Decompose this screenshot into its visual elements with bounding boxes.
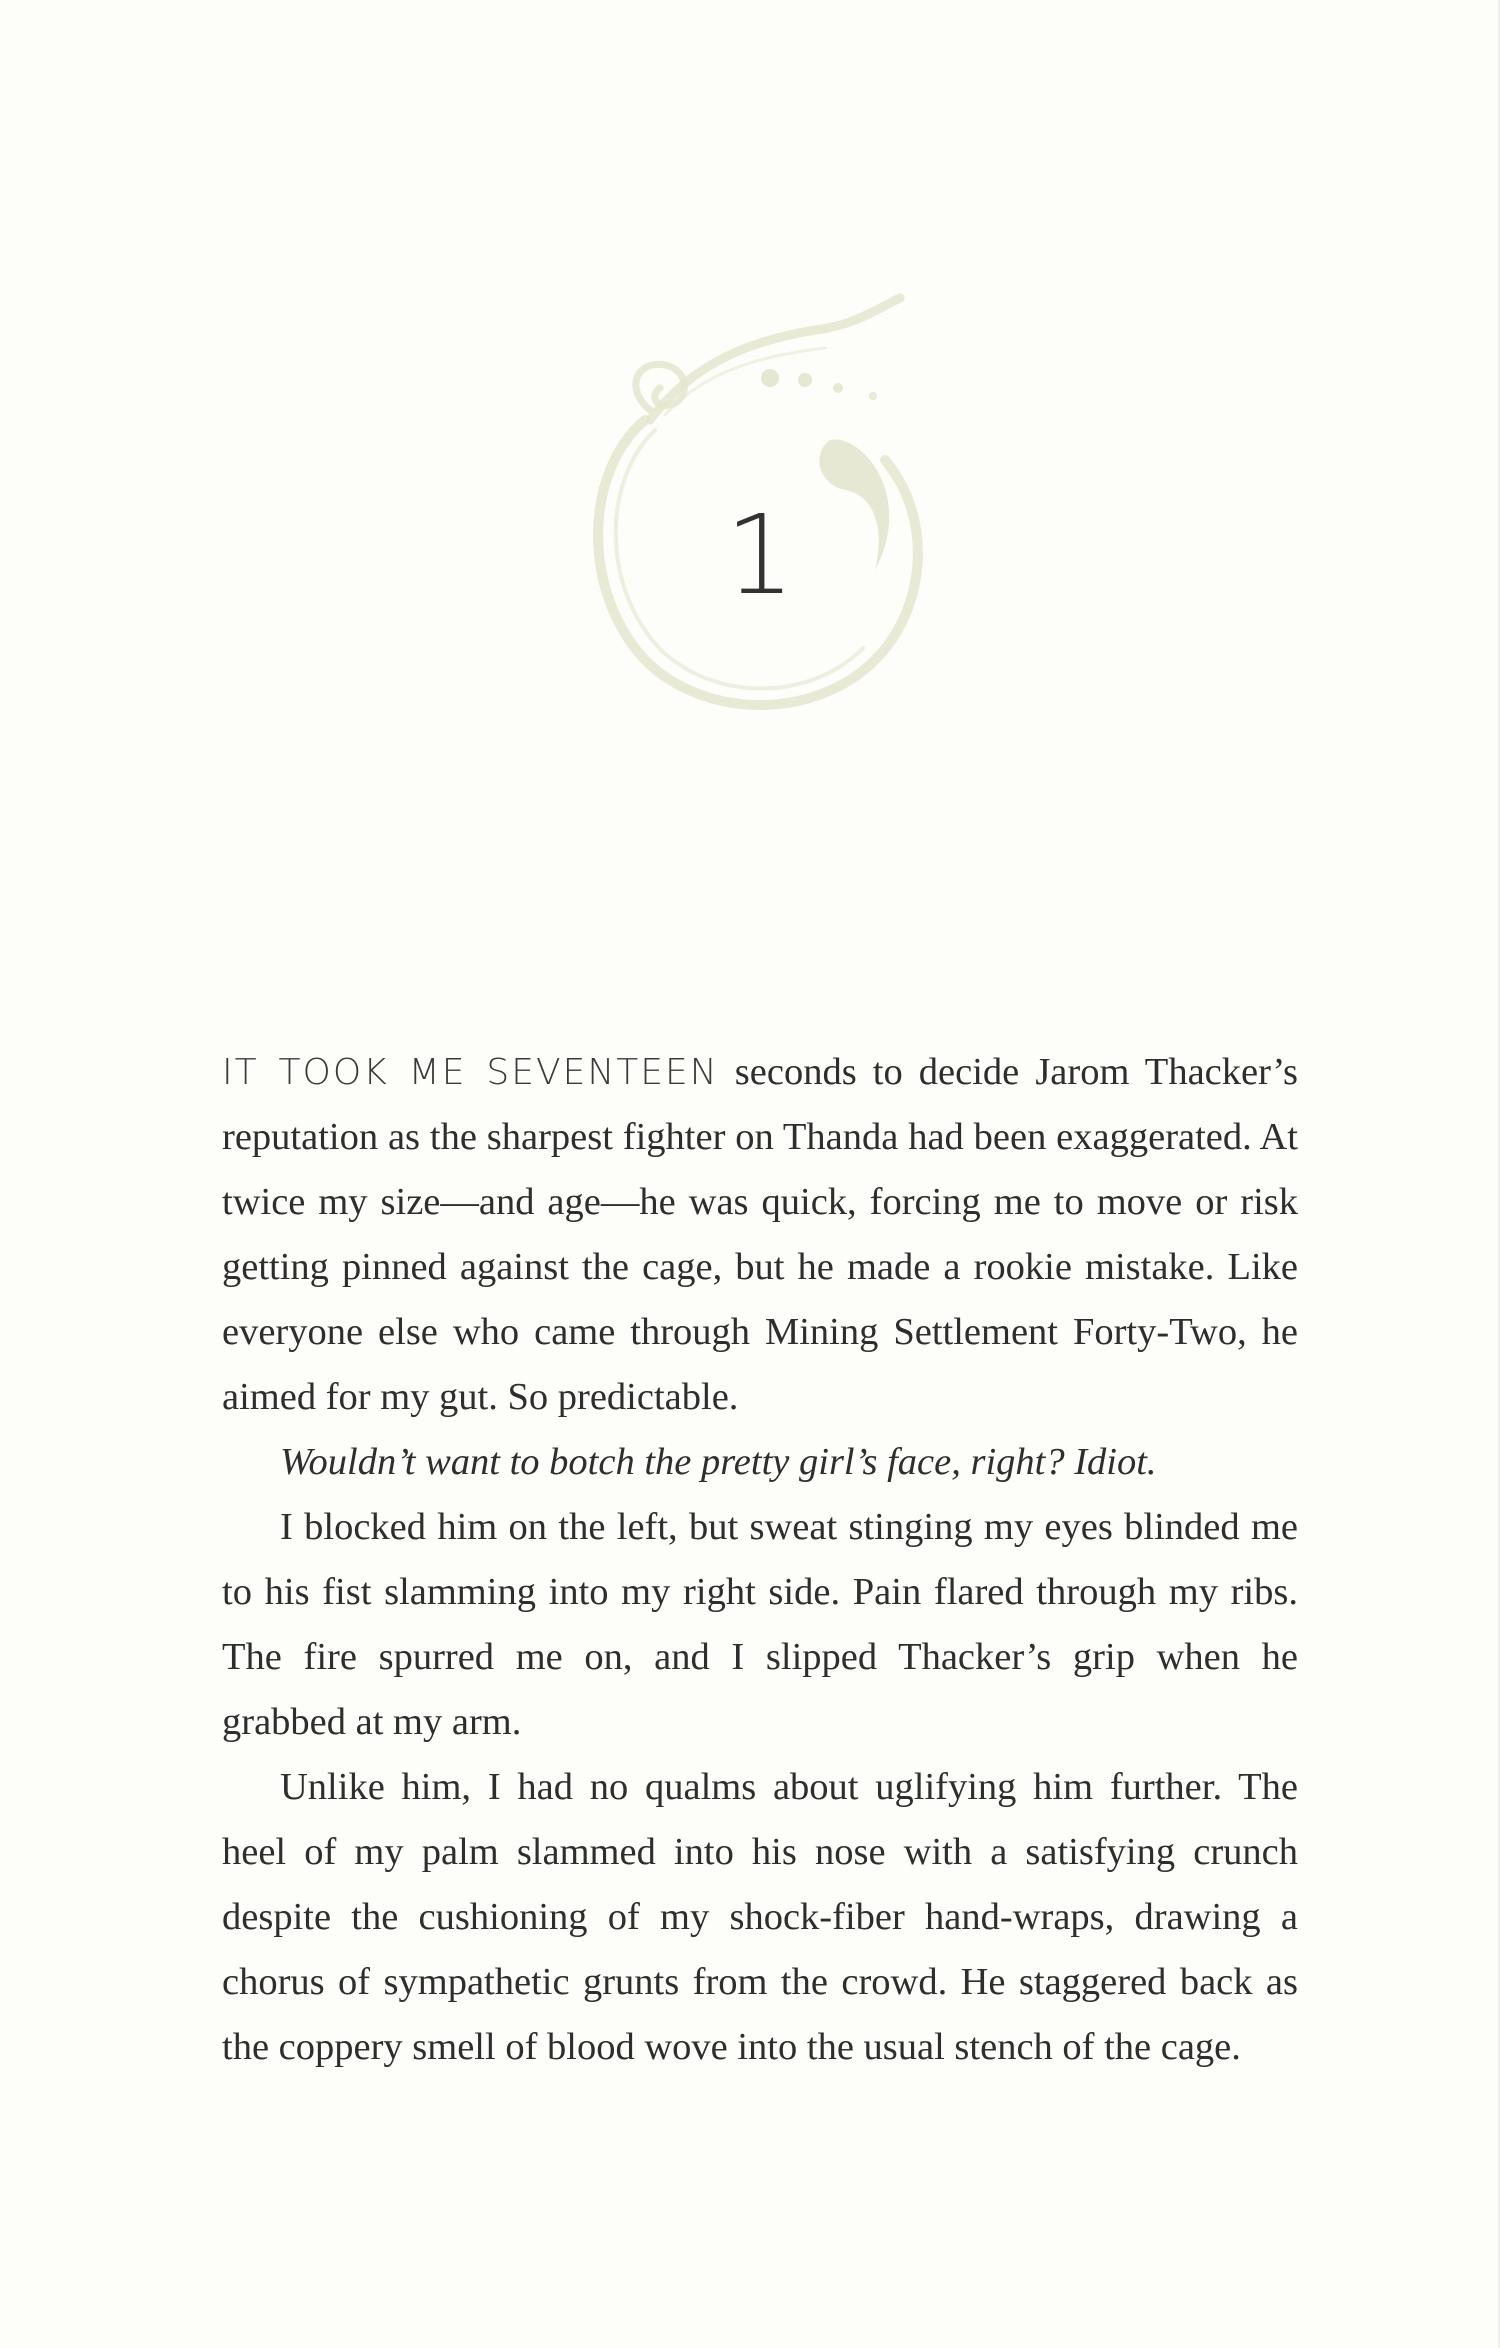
paragraph-1 [222, 1040, 1298, 1430]
chapter-opening-lead: IT TOOK ME SEVENTEEN [222, 1052, 719, 1093]
paragraph-4: Unlike him, I had no qualms about uglifying him further. The heel of my palm slammed into his nose with a satisfying crunch despite the cushioning of my shock-fiber hand-wraps, drawing a chorus of sympathetic grunts from the crowd. He staggered back as the coppery smell of blood wove into the usual stench of the cage. [222, 1766, 1298, 2068]
chapter-number: 1 [725, 491, 795, 619]
paragraph-3: I blocked him on the left, but sweat stinging my eyes blinded me to his fist slamming into my right side. Pain flared through my ribs. The fire spurred me on, and I slipped Thacker’s grip when he grabbed at my arm. [222, 1506, 1298, 1743]
paragraph-1-text: seconds to decide Jarom Thacker’s reputation as the sharpest fighter on Thanda had been exaggerated. At twice my size—and age—he was quick, forcing me to move or risk getting pinned against the cage, but he made a rookie mistake. Like everyone else who came through Mining Settlement Forty-Two, he aimed for my gut. So predictable. [222, 1051, 1299, 1418]
paragraph-2-thought: Wouldn’t want to botch the pretty girl’s face, right? Idiot. [280, 1441, 1157, 1483]
chapter-body [222, 1040, 1298, 2080]
